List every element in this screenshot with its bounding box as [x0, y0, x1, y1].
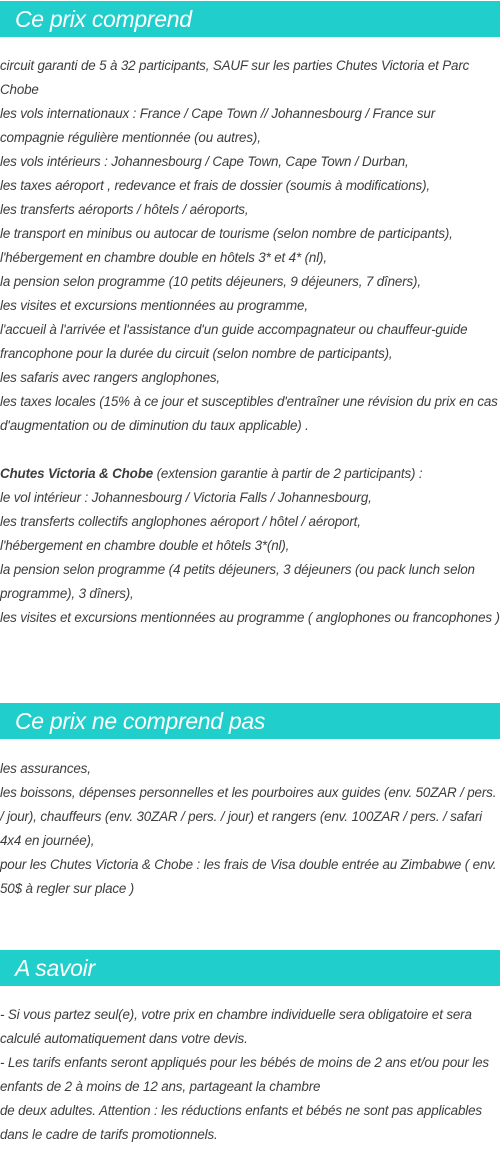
list-item: les safaris avec rangers anglophones, — [0, 370, 220, 385]
excludes-list — [0, 757, 500, 901]
list-item: l'hébergement en chambre double et hôtels 3*(nl), — [0, 538, 290, 553]
list-item: de deux adultes. Attention : les réductions enfants et bébés ne sont pas applicables dans le cadre de tarifs promotionnels. — [0, 1103, 482, 1142]
list-item: le transport en minibus ou autocar de tourisme (selon nombre de participants), — [0, 226, 453, 241]
list-item: les assurances, — [0, 761, 91, 776]
list-item: les boissons, dépenses personnelles et les pourboires aux guides (env. 50ZAR / pers. / jour), chauffeurs (env. 30ZAR / pers. / jour) et rangers (env. 100ZAR / pers. / safari 4x4 en journée), — [0, 785, 497, 848]
section-header-includes — [0, 1, 500, 37]
list-item: la pension selon programme (4 petits déjeuners, 3 déjeuners (ou pack lunch selon programme), 3 dîners), — [0, 562, 475, 601]
list-item: les vols intérieurs : Johannesbourg / Cape Town, Cape Town / Durban, — [0, 154, 409, 169]
list-item: l'hébergement en chambre double en hôtels 3* et 4* (nl), — [0, 250, 327, 265]
list-item: les visites et excursions mentionnées au programme, — [0, 298, 308, 313]
list-item: le vol intérieur : Johannesbourg / Victoria Falls / Johannesbourg, — [0, 490, 372, 505]
spacer — [0, 438, 500, 462]
list-item: circuit garanti de 5 à 32 participants, SAUF sur les parties Chutes Victoria et Parc Chobe — [0, 58, 470, 97]
list-item: les visites et excursions mentionnées au programme ( anglophones ou francophones ) — [0, 610, 500, 625]
list-item: l'accueil à l'arrivée et l'assistance d'un guide accompagnateur ou chauffeur-guide francophone pour la durée du circuit (selon nombre de participants), — [0, 322, 468, 361]
section-title-includes: Ce prix comprend — [15, 6, 192, 32]
section-header-info — [0, 950, 500, 986]
list-item: - Les tarifs enfants seront appliqués pour les bébés de moins de 2 ans et/ou pour les enfants de 2 à moins de 12 ans, partageant la chambre — [0, 1055, 489, 1094]
section-title-info: A savoir — [15, 955, 95, 981]
list-item: - Si vous partez seul(e), votre prix en chambre individuelle sera obligatoire et sera calculé automatiquement dans votre devis. — [0, 1007, 472, 1046]
includes-list — [0, 54, 500, 630]
extension-note: (extension garantie à partir de 2 participants) : — [153, 466, 423, 481]
list-item: les taxes locales (15% à ce jour et susceptibles d'entraîner une révision du prix en cas d'augmentation ou de diminution du taux applicable) . — [0, 394, 498, 433]
info-list — [0, 1003, 500, 1147]
extension-heading — [0, 462, 500, 486]
list-item: les taxes aéroport , redevance et frais de dossier (soumis à modifications), — [0, 178, 430, 193]
list-item: les transferts aéroports / hôtels / aéroports, — [0, 202, 249, 217]
list-item: pour les Chutes Victoria & Chobe : les frais de Visa double entrée au Zimbabwe ( env. 50$ à regler sur place ) — [0, 857, 497, 896]
list-item: la pension selon programme (10 petits déjeuners, 9 déjeuners, 7 dîners), — [0, 274, 421, 289]
section-title-excludes: Ce prix ne comprend pas — [15, 708, 266, 734]
extension-title: Chutes Victoria & Chobe — [0, 466, 154, 481]
list-item: les vols internationaux : France / Cape Town // Johannesbourg / France sur compagnie régulière mentionnée (ou autres), — [0, 106, 436, 145]
section-header-excludes — [0, 703, 500, 739]
list-item: les transferts collectifs anglophones aéroport / hôtel / aéroport, — [0, 514, 361, 529]
